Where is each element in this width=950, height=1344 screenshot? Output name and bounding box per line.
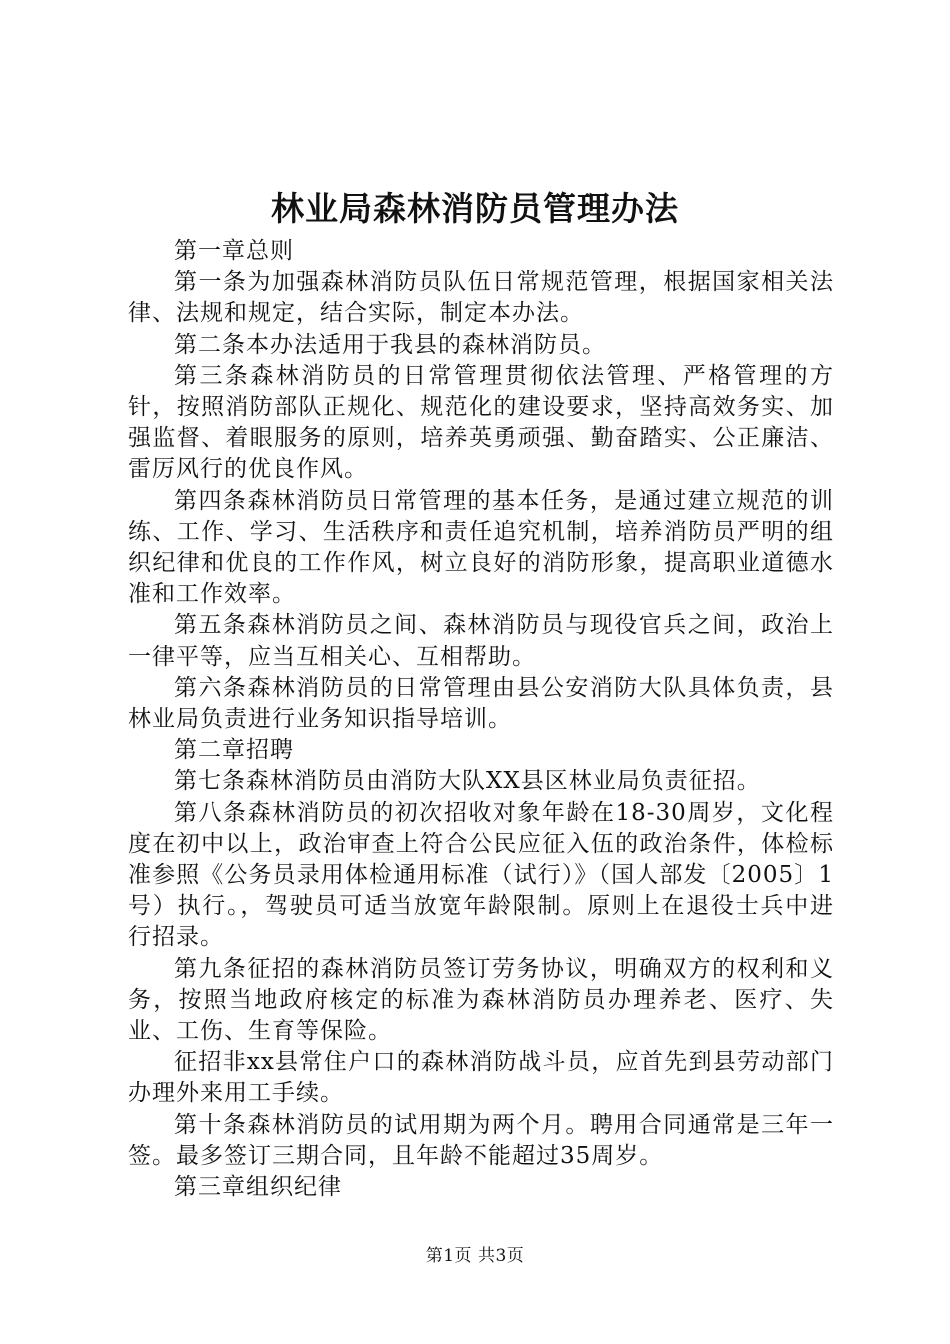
article-paragraph: 征招非xx县常住户口的森林消防战斗员，应首先到县劳动部门办理外来用工手续。 xyxy=(128,1049,834,1107)
page-indicator: 第1页 共3页 xyxy=(425,1246,525,1266)
article-paragraph: 第六条森林消防员的日常管理由县公安消防大队具体负责，县林业局负责进行业务知识指导培训。 xyxy=(128,674,834,733)
article-paragraph: 第四条森林消防员日常管理的基本任务，是通过建立规范的训练、工作、学习、生活秩序和责任追究机制，培养消防员严明的组织纪律和优良的工作作风，树立良好的消防形象，提高职业道德水准和工作效率。 xyxy=(128,487,834,608)
article-paragraph: 第五条森林消防员之间、森林消防员与现役官兵之间，政治上一律平等，应当互相关心、互相帮助。 xyxy=(128,612,834,670)
article-paragraph: 第一条为加强森林消防员队伍日常规范管理，根据国家相关法律、法规和规定，结合实际，制定本办法。 xyxy=(128,269,834,327)
article-paragraph: 第八条森林消防员的初次招收对象年龄在18-30周岁，文化程度在初中以上，政治审查上符合公民应征入伍的政治条件，体检标准参照《公务员录用体检通用标准（试行）》（国人部发〔2005〕1号）执行。，驾驶员可适当放宽年龄限制。原则上在退役士兵中进行招录。 xyxy=(128,799,834,951)
article-paragraph: 第三条森林消防员的日常管理贯彻依法管理、严格管理的方针，按照消防部队正规化、规范化的建设要求，坚持高效务实、加强监督、着眼服务的原则，培养英勇顽强、勤奋踏实、公正廉洁、雷厉风行的优良作风。 xyxy=(128,362,834,483)
chapter-heading: 第三章组织纪律 xyxy=(174,1174,342,1201)
article-paragraph: 第二条本办法适用于我县的森林消防员。 xyxy=(174,331,606,358)
document-body xyxy=(128,236,834,1203)
article-paragraph: 第十条森林消防员的试用期为两个月。聘用合同通常是三年一签。最多签订三期合同，且年龄不能超过35周岁。 xyxy=(128,1111,834,1169)
article-paragraph: 第七条森林消防员由消防大队XX县区林业局负责征招。 xyxy=(174,768,761,795)
chapter-heading: 第二章招聘 xyxy=(174,737,294,764)
article-paragraph: 第九条征招的森林消防员签订劳务协议，明确双方的权利和义务，按照当地政府核定的标准为森林消防员办理养老、医疗、失业、工伤、生育等保险。 xyxy=(128,955,834,1045)
chapter-heading: 第一章总则 xyxy=(174,238,294,264)
document-title: 林业局森林消防员管理办法 xyxy=(271,189,679,228)
